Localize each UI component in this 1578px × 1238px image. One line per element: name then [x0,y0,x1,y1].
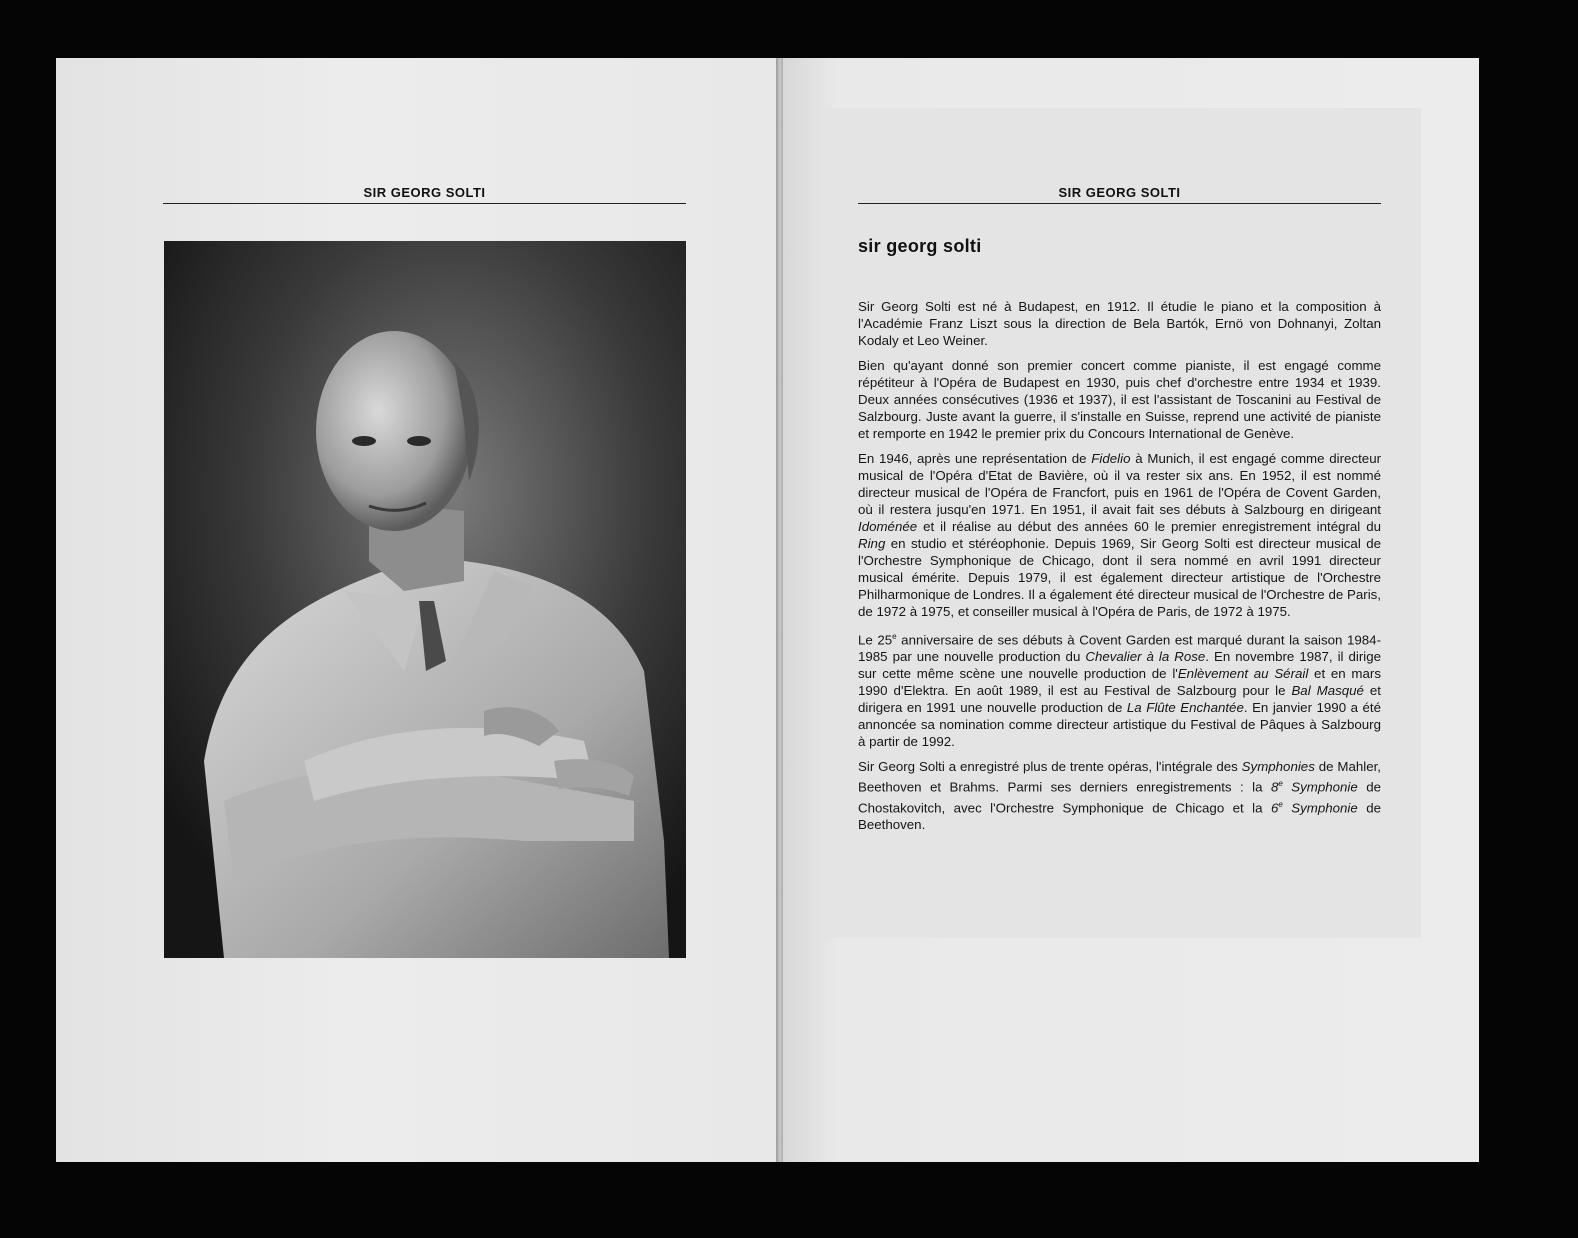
bio-text-run: La Flûte Enchantée [1126,700,1244,716]
bio-text-run: de Beethoven. [858,800,1382,833]
bio-text-run: . En janvier 1990 a été annoncée sa nomination comme directeur artistique du Festival de Pâques à Salzbourg à partir de 1992. [858,700,1381,750]
bio-text-run: e [1278,799,1283,809]
bio-paragraph [858,450,1381,620]
bio-text-run: e [1278,779,1283,789]
bio-text-run: à Munich, il est engagé comme directeur musical de l'Opéra d'Etat de Bavière, où il va rester six ans. En 1952, il est nommé directeur musical de l'Opéra de Francfort, puis en 1961 de l'Opéra de Covent Garden, où il restera jusqu'en 1971. En 1951, il avait fait ses débuts à Salzbourg en dirigeant [858,451,1382,517]
portrait-illustration [164,241,686,958]
left-header-rule [163,203,686,204]
bio-text-run: de Chostakovitch, avec l'Orchestre Symphonique de Chicago et la [858,779,1381,816]
bio-paragraph [858,298,1381,349]
bio-text-run: Enlèvement au Sérail [1177,666,1309,682]
bio-text-run: Le 25 [858,632,893,648]
bio-text-run: e [892,632,897,641]
bio-text-run: . En novembre 1987, il dirige sur cette même scène une nouvelle production de l' [858,649,1381,682]
portrait-photo [164,241,686,958]
bio-text-run: Fidelio [1091,451,1131,466]
bio-title: sir georg solti [858,236,982,256]
right-header-rule [858,203,1381,204]
bio-text-run: Symphonie [1282,800,1358,816]
bio-text-run: de Mahler, Beethoven et Brahms. Parmi ses derniers enregistrements : la [858,759,1381,795]
bio-paragraph [858,758,1381,833]
bio-text [858,298,1381,841]
left-running-head: SIR GEORG SOLTI [363,185,486,200]
left-page [56,58,778,1162]
bio-text-run: Chevalier à la Rose [1085,649,1206,665]
bio-text-run: et il réalise au début des années 60 le premier enregistrement intégral du [917,519,1381,534]
bio-paragraph [858,628,1381,750]
bio-text-run: Bal Masqué [1291,683,1364,699]
bio-text-run: 6 [1270,800,1279,816]
bio-text-run: Symphonie [1282,779,1358,795]
bio-text-run: En 1946, après une représentation de [858,451,1092,466]
bio-text-run: Sir Georg Solti a enregistré plus de trente opéras, l'intégrale des [858,759,1242,775]
right-running-head: SIR GEORG SOLTI [1058,185,1181,200]
bio-text-run: en studio et stéréophonie. Depuis 1969, Sir Georg Solti est directeur musical de l'Orchestre Symphonique de Chicago, dont il sera nommé en avril 1991 directeur musical émérite. Depuis 1979, il est également directeur artistique de l'Orchestre Philharmonique de Londres. Il a également été directeur musical de l'Orchestre de Paris, de 1972 à 1975, et conseiller musical à l'Opéra de Paris, de 1972 à 1975. [858,536,1381,619]
bio-text-run: 8 [1270,779,1279,795]
bio-text-run: et en mars 1990 d'Elektra. En août 1989, il est au Festival de Salzbourg pour le [858,666,1381,699]
bio-text-run: Ring [858,536,886,551]
bio-text-run: Symphonies [1241,759,1315,775]
bio-text-run: et dirigera en 1991 une nouvelle production de [858,683,1381,716]
bio-text-run: Sir Georg Solti est né à Budapest, en 1912. Il étudie le piano et la composition à l'Académie Franz Liszt sous la direction de Bela Bartók, Ernö von Dohnanyi, Zoltan Kodaly et Leo Weiner. [858,299,1381,348]
bio-text-run: anniversaire de ses débuts à Covent Garden est marqué durant la saison 1984-1985 par une nouvelle production du [858,632,1381,665]
bio-paragraph [858,357,1381,442]
bio-text-run: Idoménée [858,519,918,534]
bio-text-run: Bien qu'ayant donné son premier concert comme pianiste, il est engagé comme répétiteur à l'Opéra de Budapest en 1930, puis chef d'orchestre entre 1934 et 1939. Deux années consécutives (1936 et 1937), il est l'assistant de Toscanini au Festival de Salzbourg. Juste avant la guerre, il s'installe en Suisse, reprend une activité de pianiste et remporte en 1942 le premier prix du Concours International de Genève. [858,358,1381,441]
right-page [783,58,1479,1162]
